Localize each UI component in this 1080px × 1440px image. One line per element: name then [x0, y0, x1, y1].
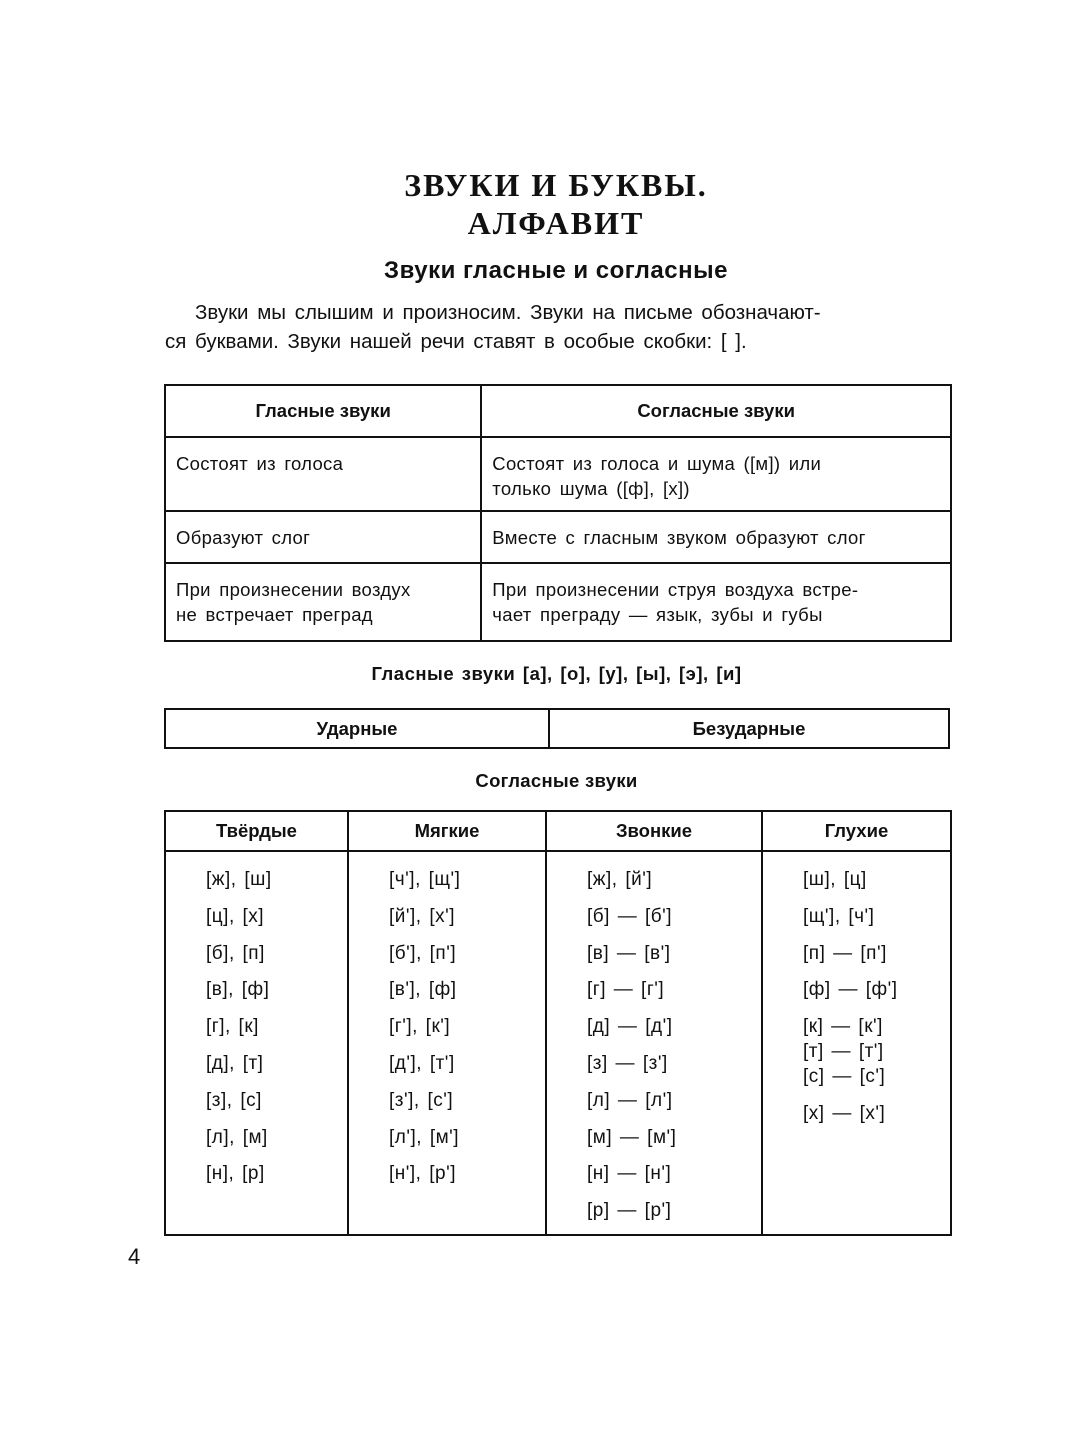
list-item: [х] — [х'] — [803, 1102, 886, 1124]
table-row — [165, 437, 951, 511]
table-header-row — [165, 811, 951, 851]
list-item: [л], [м] — [206, 1126, 268, 1148]
list-item: [р] — [р'] — [587, 1200, 672, 1222]
hard-column — [165, 851, 348, 1235]
header-voiceless: Глухие — [762, 811, 951, 851]
list-item: [ш], [ц] — [803, 869, 867, 890]
consonants-table — [164, 810, 952, 1236]
list-item: [п] — [п'] — [803, 942, 887, 964]
table-header-row — [165, 385, 951, 437]
cell-text: не встречает преград — [176, 604, 373, 625]
table-row — [165, 511, 951, 563]
header-soft: Мягкие — [348, 811, 546, 851]
cell-text: Образуют слог — [176, 526, 311, 548]
consonant-cell — [481, 511, 951, 563]
header-voiced: Звонкие — [546, 811, 762, 851]
vowels-vs-consonants-table — [164, 384, 952, 642]
list-item: [д] — [д'] — [587, 1016, 673, 1038]
header-vowel-sounds: Гласные звуки — [165, 385, 481, 437]
header-hard: Твёрдые — [165, 811, 348, 851]
vowel-cell — [165, 437, 481, 511]
stress-table — [164, 708, 950, 749]
header-consonant-sounds: Согласные звуки — [481, 385, 951, 437]
list-item: [г'], [к'] — [389, 1016, 451, 1038]
intro-line-1: Звуки мы слышим и произносим. Звуки на письме обозначают- — [195, 301, 821, 324]
list-item: [в] — [в'] — [587, 942, 671, 964]
page-title-line-1: ЗВУКИ И БУКВЫ. — [404, 167, 708, 203]
cell-text: чает преграду — язык, зубы и губы — [492, 604, 823, 625]
list-item: [ч'], [щ'] — [389, 869, 461, 890]
consonants-heading: Согласные звуки — [475, 770, 638, 791]
page-number: 4 — [128, 1244, 141, 1269]
unstressed-cell: Безударные — [549, 709, 949, 748]
soft-column — [348, 851, 546, 1235]
list-item: [к] — [к'] — [803, 1016, 883, 1038]
list-item: [г], [к] — [206, 1016, 259, 1038]
stressed-cell: Ударные — [165, 709, 549, 748]
vowels-heading: Гласные звуки [а], [о], [у], [ы], [э], [и] — [371, 663, 742, 684]
vowel-cell — [165, 511, 481, 563]
intro-line-2: ся буквами. Звуки нашей речи ставят в особые скобки: [ ]. — [165, 330, 747, 353]
list-item: [ж], [ш] — [206, 869, 272, 890]
cell-text: При произнесении воздух — [176, 579, 411, 600]
list-item: [м] — [м'] — [587, 1126, 677, 1148]
section-subtitle: Звуки гласные и согласные — [384, 257, 728, 284]
list-item: [б'], [п'] — [389, 942, 457, 964]
list-item: [т] — [т'] — [803, 1041, 884, 1063]
list-item: [д'], [т'] — [389, 1052, 455, 1074]
list-item: [с] — [с'] — [803, 1066, 886, 1088]
vowel-cell — [165, 563, 481, 641]
cell-text: Состоят из голоса и шума ([м]) или — [492, 453, 822, 474]
cell-text: Состоят из голоса — [176, 453, 344, 474]
cell-text: Вместе с гласным звуком образуют слог — [492, 526, 866, 548]
list-item: [н] — [н'] — [587, 1163, 672, 1185]
list-item: [й'], [х'] — [389, 905, 456, 927]
voiced-column — [546, 851, 762, 1235]
cell-text: При произнесении струя воздуха встре- — [492, 579, 859, 600]
list-item: [з], [с] — [206, 1089, 262, 1111]
list-item: [б], [п] — [206, 942, 265, 964]
list-item: [н'], [р'] — [389, 1163, 456, 1185]
table-row — [165, 563, 951, 641]
list-item: [з] — [з'] — [587, 1052, 668, 1074]
list-item: [н], [р] — [206, 1163, 265, 1185]
cell-text: только шума ([ф], [х]) — [492, 478, 690, 499]
list-item: [в], [ф] — [206, 979, 270, 1001]
list-item: [г] — [г'] — [587, 979, 665, 1001]
list-item: [ц], [х] — [206, 905, 265, 927]
list-item: [ф] — [ф'] — [803, 979, 898, 1001]
list-item: [щ'], [ч'] — [803, 905, 875, 927]
list-item: [л'], [м'] — [389, 1126, 460, 1148]
list-item: [в'], [ф] — [389, 979, 457, 1001]
page-title-line-2: АЛФАВИТ — [467, 205, 645, 241]
consonant-cell — [481, 437, 951, 511]
list-item: [б] — [б'] — [587, 905, 673, 927]
list-item: [з'], [с'] — [389, 1089, 454, 1111]
list-item: [ж], [й'] — [587, 869, 653, 890]
voiceless-column — [762, 851, 951, 1235]
list-item: [л] — [л'] — [587, 1089, 673, 1111]
list-item: [д], [т] — [206, 1052, 264, 1074]
consonant-cell — [481, 563, 951, 641]
